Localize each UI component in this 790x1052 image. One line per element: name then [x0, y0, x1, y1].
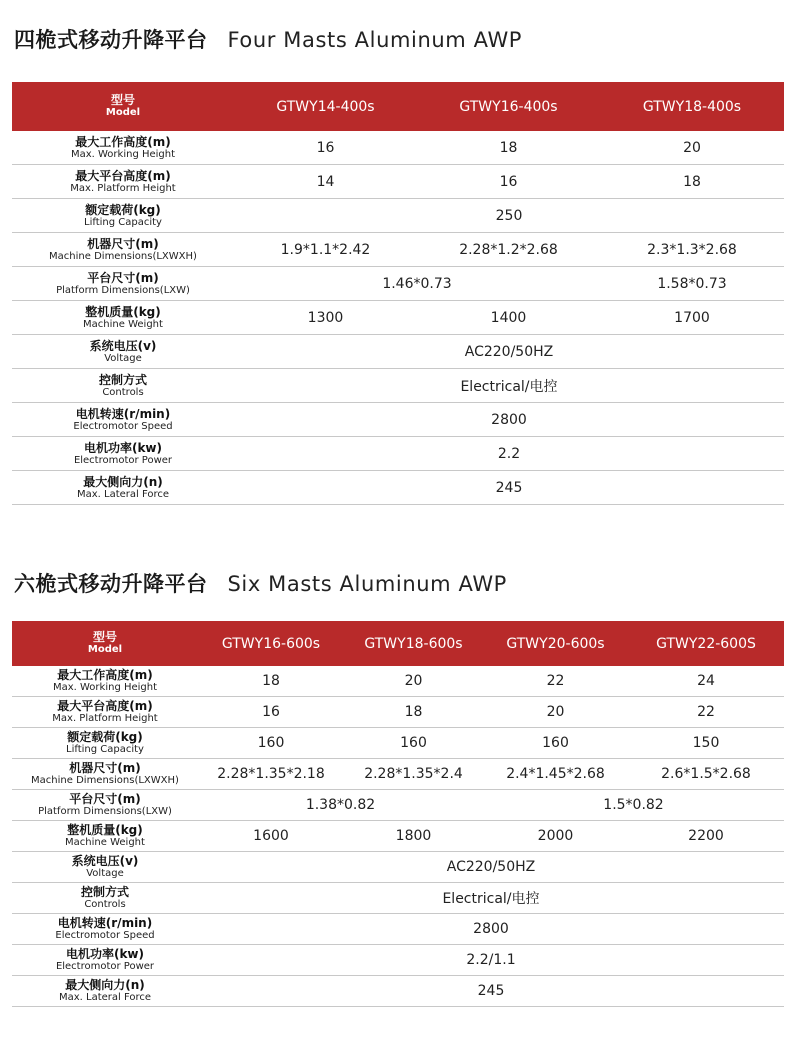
spec-label-zh: 整机质量(kg): [85, 304, 161, 319]
table-row: [12, 233, 784, 267]
model-label-en: Model: [105, 107, 141, 118]
spec-label-en: Electromotor Speed: [73, 420, 173, 432]
spec-value: Electrical/电控: [234, 369, 784, 403]
table-row: [12, 335, 784, 369]
spec-label-en: Max. Platform Height: [52, 713, 158, 724]
four-masts-spec-table: [12, 82, 784, 505]
model-name: GTWY20-600s: [483, 621, 628, 666]
spec-value: 1600: [198, 821, 344, 852]
spec-value: 160: [483, 728, 628, 759]
spec-value: 160: [344, 728, 483, 759]
model-name: GTWY16-400s: [417, 82, 600, 131]
spec-value: 2800: [198, 914, 784, 945]
spec-label: [12, 945, 198, 976]
spec-value: 1300: [234, 301, 417, 335]
spec-value: 22: [483, 666, 628, 697]
model-label-zh: 型号: [92, 630, 117, 644]
model-header-cell: [12, 82, 234, 131]
spec-label-en: Machine Weight: [83, 318, 163, 330]
spec-label-zh: 最大侧向力(n): [65, 978, 145, 992]
spec-label-en: Machine Dimensions(LXWXH): [31, 775, 179, 786]
four-masts-title-zh: 四桅式移动升降平台: [14, 28, 208, 52]
spec-label: [12, 666, 198, 697]
spec-value: 1.46*0.73: [234, 267, 600, 301]
spec-label-zh: 最大侧向力(n): [83, 474, 163, 489]
spec-label-en: Machine Weight: [65, 837, 145, 848]
spec-label-zh: 平台尺寸(m): [69, 792, 141, 806]
spec-value: AC220/50HZ: [234, 335, 784, 369]
spec-label-en: Controls: [84, 899, 126, 910]
model-name: GTWY16-600s: [198, 621, 344, 666]
spec-label-en: Platform Dimensions(LXW): [38, 806, 172, 817]
spec-value: 250: [234, 199, 784, 233]
spec-label-en: Electromotor Speed: [55, 930, 155, 941]
spec-label-zh: 额定载荷(kg): [67, 730, 143, 744]
table-row: [12, 945, 784, 976]
spec-value: 2800: [234, 403, 784, 437]
spec-label: [12, 759, 198, 790]
six-masts-title-en: Six Masts Aluminum AWP: [227, 572, 507, 596]
spec-label-en: Machine Dimensions(LXWXH): [49, 250, 197, 262]
four-masts-title: [14, 24, 522, 54]
spec-label-zh: 系统电压(v): [71, 854, 139, 868]
four-masts-title-en: Four Masts Aluminum AWP: [227, 28, 523, 52]
spec-value: 2.2: [234, 437, 784, 471]
table-row: [12, 199, 784, 233]
table-row: [12, 728, 784, 759]
spec-value: 20: [483, 697, 628, 728]
spec-label-zh: 电机转速(r/min): [75, 406, 171, 421]
spec-value: 245: [198, 976, 784, 1007]
spec-value: 2.4*1.45*2.68: [483, 759, 628, 790]
spec-value: 1.5*0.82: [483, 790, 784, 821]
spec-value: 18: [600, 165, 784, 199]
spec-value: 1.38*0.82: [198, 790, 483, 821]
spec-label-en: Max. Working Height: [52, 682, 158, 693]
spec-label-en: Lifting Capacity: [66, 744, 144, 755]
table-row: [12, 852, 784, 883]
model-name: GTWY14-400s: [234, 82, 417, 131]
spec-label-zh: 机器尺寸(m): [87, 236, 159, 251]
table-row: [12, 131, 784, 165]
spec-label-en: Controls: [102, 386, 144, 398]
spec-label-zh: 最大平台高度(m): [57, 699, 153, 713]
table-row: [12, 369, 784, 403]
spec-label: [12, 728, 198, 759]
table-row: [12, 883, 784, 914]
table-row: [12, 165, 784, 199]
table-row: [12, 976, 784, 1007]
spec-value: 2000: [483, 821, 628, 852]
spec-value: 18: [344, 697, 483, 728]
spec-value: 245: [234, 471, 784, 505]
spec-label-en: Voltage: [86, 868, 124, 879]
spec-label-zh: 控制方式: [98, 372, 147, 387]
spec-value: 2200: [628, 821, 784, 852]
spec-label: [12, 976, 198, 1007]
spec-value: 2.28*1.2*2.68: [417, 233, 600, 267]
spec-value: AC220/50HZ: [198, 852, 784, 883]
spec-label: [12, 790, 198, 821]
six-masts-title: [14, 568, 507, 598]
spec-value: Electrical/电控: [198, 883, 784, 914]
spec-value: 20: [600, 131, 784, 165]
spec-label: [12, 335, 234, 369]
table-header-row: [12, 621, 784, 666]
spec-label: [12, 437, 234, 471]
model-name: GTWY18-600s: [344, 621, 483, 666]
spec-value: 2.2/1.1: [198, 945, 784, 976]
table-header-row: [12, 82, 784, 131]
spec-label-zh: 控制方式: [80, 885, 129, 899]
spec-label-zh: 电机功率(kw): [83, 440, 163, 455]
spec-value: 1.58*0.73: [600, 267, 784, 301]
spec-label: [12, 233, 234, 267]
spec-label-en: Lifting Capacity: [84, 216, 162, 228]
table-row: [12, 821, 784, 852]
spec-value: 1700: [600, 301, 784, 335]
model-name: GTWY18-400s: [600, 82, 784, 131]
spec-label: [12, 165, 234, 199]
spec-label-en: Electromotor Power: [55, 961, 155, 972]
spec-label-zh: 电机功率(kw): [65, 947, 145, 961]
spec-label-zh: 最大工作高度(m): [57, 668, 153, 682]
model-header-cell: [12, 621, 198, 666]
spec-value: 18: [198, 666, 344, 697]
spec-label: [12, 697, 198, 728]
spec-label-zh: 平台尺寸(m): [87, 270, 159, 285]
table-row: [12, 301, 784, 335]
spec-value: 18: [417, 131, 600, 165]
spec-value: 22: [628, 697, 784, 728]
spec-label-en: Max. Working Height: [70, 148, 176, 160]
spec-value: 14: [234, 165, 417, 199]
spec-label-en: Electromotor Power: [73, 454, 173, 466]
table-row: [12, 267, 784, 301]
spec-label: [12, 821, 198, 852]
spec-value: 16: [234, 131, 417, 165]
table-row: [12, 697, 784, 728]
spec-value: 16: [417, 165, 600, 199]
table-row: [12, 403, 784, 437]
spec-value: 2.28*1.35*2.4: [344, 759, 483, 790]
table-row: [12, 666, 784, 697]
spec-label: [12, 403, 234, 437]
spec-value: 1400: [417, 301, 600, 335]
spec-value: 150: [628, 728, 784, 759]
spec-label: [12, 131, 234, 165]
table-row: [12, 437, 784, 471]
spec-label: [12, 267, 234, 301]
spec-value: 16: [198, 697, 344, 728]
table-row: [12, 471, 784, 505]
spec-label: [12, 369, 234, 403]
spec-label-zh: 最大平台高度(m): [75, 168, 171, 183]
six-masts-spec-table: [12, 621, 784, 1007]
table-row: [12, 759, 784, 790]
spec-value: 1.9*1.1*2.42: [234, 233, 417, 267]
table-row: [12, 914, 784, 945]
spec-value: 1800: [344, 821, 483, 852]
six-masts-title-zh: 六桅式移动升降平台: [14, 572, 208, 596]
spec-label: [12, 301, 234, 335]
spec-label-zh: 整机质量(kg): [67, 823, 143, 837]
model-label-en: Model: [87, 644, 123, 655]
spec-label: [12, 883, 198, 914]
spec-label: [12, 199, 234, 233]
spec-label-en: Max. Lateral Force: [58, 992, 152, 1003]
spec-label-en: Max. Platform Height: [70, 182, 176, 194]
spec-label-zh: 电机转速(r/min): [57, 916, 153, 930]
table-row: [12, 790, 784, 821]
spec-label-en: Voltage: [104, 352, 142, 364]
spec-label-en: Max. Lateral Force: [76, 488, 170, 500]
spec-value: 2.3*1.3*2.68: [600, 233, 784, 267]
spec-value: 24: [628, 666, 784, 697]
spec-label-zh: 额定载荷(kg): [85, 202, 161, 217]
spec-label: [12, 914, 198, 945]
spec-label: [12, 471, 234, 505]
spec-label: [12, 852, 198, 883]
spec-label-zh: 机器尺寸(m): [69, 761, 141, 775]
spec-value: 2.28*1.35*2.18: [198, 759, 344, 790]
model-name: GTWY22-600S: [628, 621, 784, 666]
spec-label-en: Platform Dimensions(LXW): [56, 284, 190, 296]
spec-label-zh: 最大工作高度(m): [75, 134, 171, 149]
spec-value: 160: [198, 728, 344, 759]
spec-value: 20: [344, 666, 483, 697]
spec-label-zh: 系统电压(v): [89, 338, 157, 353]
model-label-zh: 型号: [110, 93, 135, 107]
spec-value: 2.6*1.5*2.68: [628, 759, 784, 790]
